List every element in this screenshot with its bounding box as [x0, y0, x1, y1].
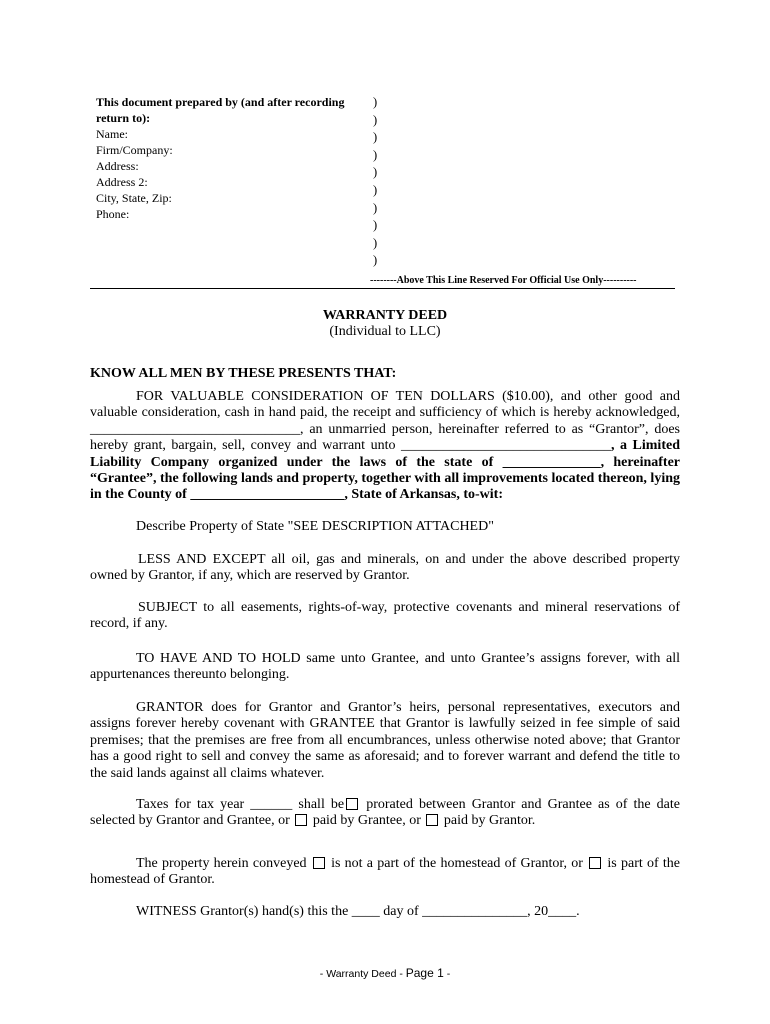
covenant-text: GRANTOR does for Grantor and Grantor’s heirs, personal representatives, executors and assigns forever hereby covenant with GRANTEE that Grantor is lawfully seized in fee simple of said premises; that the premises are free from all encumbrances, unless otherwise noted above; that Grantor has a good right to sell and convey the same as aforesaid; and to forever warrant and defend the title to the said lands against all claims whatever. — [90, 700, 680, 781]
taxes-text-b: prorated between Grantor and Grantee as of the date selected by Grantor and Grantee, or — [90, 797, 681, 829]
paren: ) — [373, 95, 378, 109]
paid-by-grantor-checkbox[interactable] — [426, 814, 438, 826]
consideration-text-b: , a Limited Liability Company organized under the laws of the state of ______________, hereinafter “Grantee”, the following lands and property, together with all improvements located thereon, lying in the County of ______________________, State of Arkansas, to-wit: — [90, 438, 680, 503]
paren: ) — [373, 253, 378, 268]
describe-text: Describe Property of State "SEE DESCRIPTION ATTACHED" — [136, 519, 494, 534]
field-address: Address: — [96, 159, 139, 173]
official-use-line: --------Above This Line Reserved For Official Use Only---------- — [370, 275, 637, 286]
prepared-by-line2: return to): — [96, 111, 151, 125]
document-title: WARRANTY DEED — [322, 308, 448, 323]
taxes-text-a: Taxes for tax year ______ shall be — [136, 797, 345, 812]
witness-text: WITNESS Grantor(s) hand(s) this the ____ day of _______________, 20____. — [136, 904, 580, 919]
field-firm: Firm/Company: — [96, 143, 173, 157]
paren-column — [373, 94, 377, 270]
is-homestead-checkbox[interactable] — [589, 857, 601, 869]
footer-dash: - — [446, 968, 451, 980]
taxes-text-d: paid by Grantor. — [443, 813, 536, 829]
paren: ) — [373, 182, 378, 197]
paren: ) — [373, 130, 378, 145]
page-number: Page 1 — [405, 966, 444, 980]
paren: ) — [373, 200, 378, 215]
consideration-text-a: FOR VALUABLE CONSIDERATION OF TEN DOLLARS ($10.00), and other good and valuable consideration, cash in hand paid, the receipt and sufficiency of which is hereby acknowledged, ______________________________, an unmarried person, hereinafter referred to as “Grantor”, does hereby grant, bargain, sell, convey and warrant unto ______________________________ — [90, 389, 680, 454]
less-except-text: LESS AND EXCEPT all oil, gas and minerals, on and under the above described property owned by Grantor, if any, which are reserved by Grantor. — [90, 552, 680, 584]
field-city-state-zip: City, State, Zip: — [96, 191, 172, 205]
paren: ) — [373, 147, 378, 162]
homestead-paragraph — [90, 856, 680, 889]
page-footer — [0, 966, 770, 980]
know-all-men-heading: KNOW ALL MEN BY THESE PRESENTS THAT: — [90, 366, 397, 381]
paren: ) — [373, 235, 378, 250]
document-subtitle: (Individual to LLC) — [329, 324, 441, 339]
not-homestead-checkbox[interactable] — [313, 857, 325, 869]
less-except-paragraph — [90, 552, 680, 585]
consideration-paragraph — [90, 389, 680, 504]
describe-paragraph — [90, 519, 680, 535]
taxes-text-c: paid by Grantee, or — [312, 813, 421, 829]
taxes-paragraph — [90, 797, 680, 830]
homestead-text-c: is part of the homestead of Grantor. — [90, 856, 681, 888]
prorated-checkbox[interactable] — [346, 798, 358, 810]
paren: ) — [373, 218, 378, 233]
preparer-info — [96, 94, 371, 222]
field-phone: Phone: — [96, 207, 130, 221]
paren: ) — [373, 165, 378, 180]
homestead-text-b: is not a part of the homestead of Grantor, or — [331, 856, 583, 871]
footer-label: - Warranty Deed - — [319, 968, 403, 980]
subject-text: SUBJECT to all easements, rights-of-way, protective covenants and mineral reservations of record, if any. — [90, 600, 680, 632]
field-name: Name: — [96, 127, 128, 141]
habendum-text: TO HAVE AND TO HOLD same unto Grantee, and unto Grantee’s assigns forever, with all appurtenances thereunto belonging. — [90, 651, 680, 683]
field-address2: Address 2: — [96, 175, 148, 189]
witness-paragraph — [90, 904, 680, 920]
recording-divider — [90, 288, 675, 289]
covenant-paragraph — [90, 700, 680, 782]
paren: ) — [373, 112, 378, 127]
paid-by-grantee-checkbox[interactable] — [295, 814, 307, 826]
homestead-text-a: The property herein conveyed — [136, 856, 307, 871]
habendum-paragraph — [90, 651, 680, 684]
prepared-by-line1: This document prepared by (and after recording — [96, 95, 345, 109]
subject-paragraph — [90, 600, 680, 633]
